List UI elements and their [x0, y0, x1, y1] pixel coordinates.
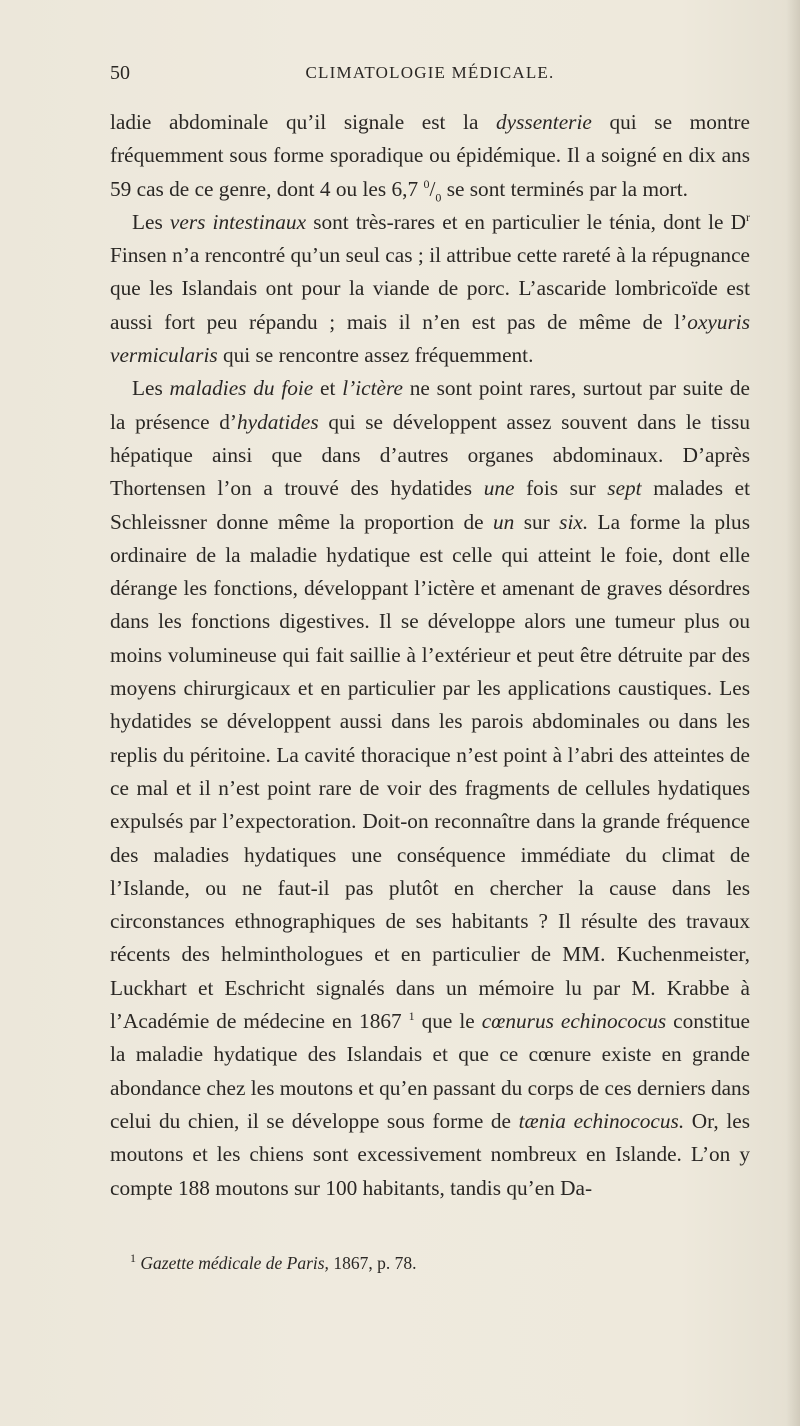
italic-text: un — [492, 509, 515, 534]
italic-text: sept — [607, 476, 642, 501]
superscript: r — [746, 209, 751, 224]
running-title: CLIMATOLOGIE MÉDICALE. — [305, 63, 555, 82]
italic-text: vers intestinaux — [169, 209, 307, 234]
text-run: ladie abdominale qu’il signale est la — [110, 110, 497, 134]
italic-text: dyssenterie — [496, 110, 592, 134]
footnote-source-title: Gazette médicale de Paris, — [140, 1253, 329, 1273]
text-run: et — [313, 376, 343, 401]
text-run: / — [429, 176, 436, 201]
text-run: qui se rencontre assez fréquemment. — [217, 343, 534, 368]
text-run: ne sont point rares, surtout par suite de la présence d’ — [110, 376, 750, 434]
page-header — [110, 62, 750, 92]
superscript: 1 — [408, 1008, 415, 1023]
italic-text: cœnurus echinococus — [481, 1009, 667, 1034]
page-number: 50 — [110, 62, 130, 84]
italic-text: hydatides — [237, 409, 319, 434]
text-run: se sont terminés par la mort. — [441, 176, 689, 201]
text-run: Finsen n’a rencontré qu’un seul cas ; il attribue cette rareté à la répugnance que les Islandais ont pour la viande de porc. L’ascaride lombricoïde est aussi fort peu répandu ; mais il n’en est pas de même de l’ — [110, 243, 750, 334]
text-run: constitue la maladie hydatique des Islandais et que ce cœnure existe en grande abondance chez les moutons et qu’en passant du corps de ces derniers dans celui du chien, il se développe sous forme de — [110, 1009, 751, 1133]
superscript: 0 — [423, 176, 430, 191]
text-run: sont très-rares et en particulier le ténia, dont le D — [306, 209, 747, 234]
page-edge-shadow — [786, 0, 800, 1426]
footnote-citation: 1867, p. 78. — [328, 1253, 417, 1273]
text-run: Or, les moutons et les chiens sont excessivement nombreux en Islande. L’on y compte 188 moutons sur 100 habitants, tandis qu’en Da- — [110, 1108, 750, 1200]
text-run: qui se développent assez souvent dans le tissu hépatique ainsi que dans d’autres organes abdominaux. D’après Thortensen l’on a trouvé des hydatides — [110, 409, 750, 501]
italic-text: six. — [559, 509, 589, 534]
text-run: Les — [132, 209, 170, 234]
footnote — [110, 1252, 750, 1274]
italic-text: une — [483, 476, 515, 501]
italic-text: oxyuris vermicularis — [110, 309, 750, 368]
text-run: que le — [414, 1009, 482, 1034]
footnote-marker: 1 — [130, 1251, 136, 1266]
body-text — [110, 106, 750, 1205]
paragraph — [110, 372, 750, 1204]
italic-text: l’ictère — [342, 376, 403, 401]
text-run: malades et Schleissner donne même la proportion de — [110, 476, 750, 534]
text-run: La forme la plus ordinaire de la maladie hydatique est celle qui atteint le foie, dont elle dérange les fonctions, développant l’ictère et amenant de graves désordres dans les fonctions digestives. Il se développe alors une tumeur plus ou moins volumineuse qui fait saillie à l’extérieur et peut être détruite par des moyens chirurgicaux et en particulier par les applications caustiques. Les hydatides se développent aussi dans les parois abdominales ou dans les replis du péritoine. La cavité thoracique n’est point à l’abri des atteintes de ce mal et il n’est point rare de voir des fragments de cellules hydatiques expulsés par l’expectoration. Doit-on reconnaître dans la grande fréquence des maladies hydatiques une conséquence immédiate du climat de l’Islande, ou ne faut-il pas plutôt en chercher la cause dans les circonstances ethnographiques de ses habitants ? Il résulte des travaux récents des helminthologues et en particulier de MM. Kuchenmeister, Luckhart et Eschricht signalés dans un mémoire lu par M. Krabbe à l’Académie de médecine en 1867 — [110, 509, 750, 1034]
italic-text: tænia echinococus. — [518, 1108, 685, 1133]
subscript: 0 — [435, 189, 442, 204]
italic-text: maladies du foie — [169, 376, 314, 401]
text-run: fois sur — [514, 476, 608, 501]
text-run: Les — [132, 376, 170, 401]
paragraph — [110, 206, 750, 372]
paragraph — [110, 106, 750, 206]
text-run: qui se montre fréquemment sous forme sporadique ou épidémique. Il a soigné en dix ans 59 cas de ce genre, dont 4 ou les 6,7 — [110, 110, 750, 201]
text-run: sur — [514, 509, 560, 534]
